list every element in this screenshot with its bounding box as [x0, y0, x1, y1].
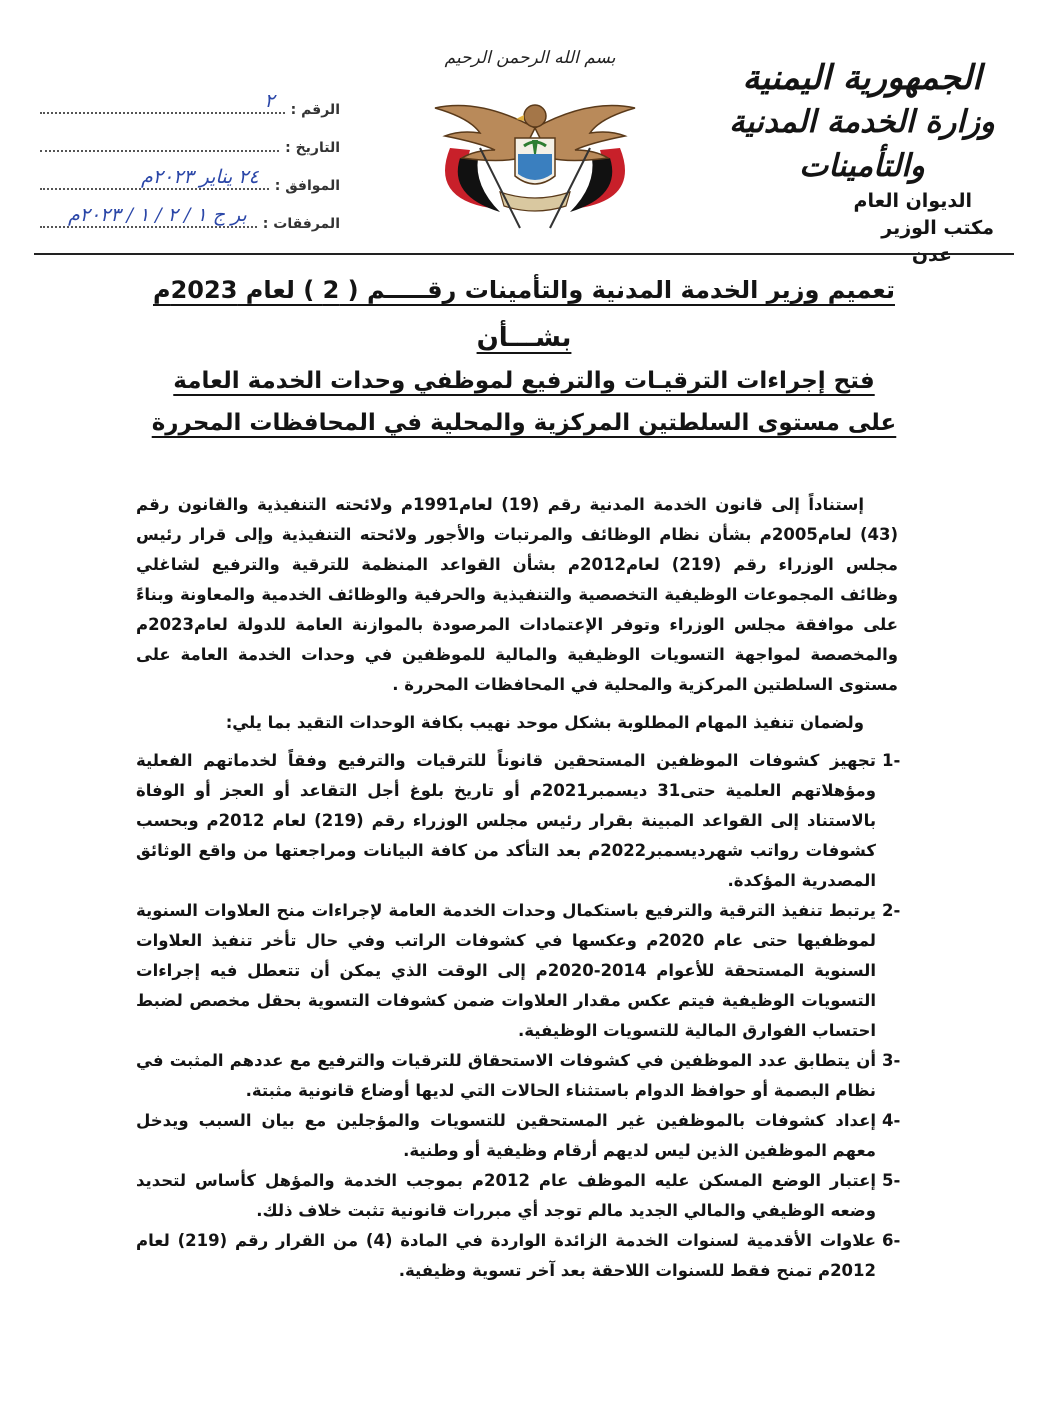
circular-body — [136, 490, 901, 1286]
list-item — [136, 1106, 901, 1166]
reference-number-row — [40, 80, 340, 118]
reference-number-field — [40, 88, 285, 114]
reference-attachments-row — [40, 194, 340, 232]
division-minister-office: مكتب الوزير — [881, 217, 994, 239]
instruction-list — [136, 746, 901, 1286]
list-item-text: إعتبار الوضع المسكن عليه الموظف عام 2012م بموجب الخدمة والمؤهل كأساس لتحديد وضعه الوظيفي والمالي الجديد مالم توجد أي مبررات قانونية تثبت خلاف ذلك. — [136, 1171, 877, 1220]
list-item-text: إعداد كشوفات بالموظفين غير المستحقين للتسويات والمؤجلين مع بيان السبب ويدخل معهم الموظفين الذين ليس لديهم أرقام وظيفية أو وطنية. — [136, 1111, 876, 1160]
list-item — [136, 1046, 901, 1106]
reference-number-label: الرقم : — [290, 102, 340, 118]
list-item-text: يرتبط تنفيذ الترقية والترفيع باستكمال وحدات الخدمة العامة لإجراءات منح العلاوات السنوية لموظفيها حتى عام 2020م وعكسها في كشوفات الراتب وفي حال تأخر تنفيذ العلاوات السنوية المستحقة للأعوام 2014-2020م إلى الوقت الذي يمكن أن تتعطل فيه إجراءات التسويات الوظيفية فيتم عكس مقدار العلاوات ضمن كشوفات التسوية بحقل مخصص لضبط احتساب الفوارق المالية للتسويات الوظيفية. — [136, 901, 876, 1040]
header-divider — [34, 253, 1014, 255]
reference-corresponding-row — [40, 156, 340, 194]
reference-corresponding-value: ٢٤ يناير ٢٠٢٣م — [141, 166, 259, 188]
division-general: الديوان العام — [853, 190, 972, 212]
list-item — [136, 1226, 901, 1286]
list-item-number: 3- — [882, 1051, 901, 1070]
list-item — [136, 896, 901, 1046]
list-item — [136, 746, 901, 896]
reference-number-value: ٢ — [264, 90, 275, 112]
list-item-number: 1- — [882, 751, 901, 770]
reference-date-label: التاريخ : — [285, 140, 340, 156]
yemen-eagle-emblem-icon — [420, 88, 650, 238]
list-item-number: 2- — [882, 901, 901, 920]
subject-line-2: على مستوى السلطتين المركزية والمحلية في المحافظات المحررة — [151, 410, 897, 436]
intro-paragraph: إستناداً إلى قانون الخدمة المدنية رقم (19) لعام1991م ولائحته التنفيذية والقانون رقم (43) لعام2005م بشأن نظام الوظائف والمرتبات والأجور ولائحته التنفيذية وإلى قرار رئيس مجلس الوزراء رقم (219) لعام2012م بشأن القواعد المنظمة للترقية والترفيع لشاغلي وظائف المجموعات الوظيفية التخصصية والتنفيذية والحرفية والوظائف الخدمية والمعاونة وبناءً على موافقة مجلس الوزراء وتوفر الإعتمادات المرصودة بالموازنة العامة للدولة لعام2023م والمخصصة لمواجهة التسويات الوظيفية والمالية للموظفين في وحدات الخدمة العامة على مستوى السلطتين المركزية والمحلية في المحافظات المحررة . — [136, 495, 899, 694]
reference-fields — [40, 80, 340, 232]
ministry-header — [712, 56, 1012, 269]
country-name: الجمهورية اليمنية — [742, 58, 982, 98]
list-item-text: علاوات الأقدمية لسنوات الخدمة الزائدة الواردة في المادة (4) من القرار رقم (219) لعام 2012م تمنح فقط للسنوات اللاحقة بعد آخر تسوية وظيفية. — [136, 1231, 876, 1280]
reference-corresponding-label: الموافق : — [274, 178, 340, 194]
reference-date-row — [40, 118, 340, 156]
basmala: بسم الله الرحمن الرحيم — [444, 48, 616, 68]
list-item-number: 6- — [882, 1231, 901, 1250]
reference-attachments-value: بر ج ١ / ٢ / ١ / ٢٠٢٣م — [67, 204, 247, 226]
ministry-name: وزارة الخدمة المدنية والتأمينات — [729, 104, 995, 184]
reference-attachments-label: المرفقات : — [262, 216, 340, 232]
regarding-heading: بشـــأن — [476, 323, 572, 353]
list-item-text: تجهيز كشوفات الموظفين المستحقين قانوناً للترقيات والترفيع وفقاً لخدماتهم الفعلية ومؤهلاتهم العلمية حتى31 ديسمبر2021م أو تاريخ بلوغ أجل التقاعد أو العجز أو الوفاة بالاستناد إلى القواعد المبينة بقرار رئيس مجلس الوزراء رقم (219) لعام 2012م وبحسب كشوفات رواتب شهرديسمبر2022م بعد التأكد من كافة البيانات ومراجعتها من واقع الوثائق المصدرية المؤكدة. — [136, 751, 877, 890]
list-item-text: أن يتطابق عدد الموظفين في كشوفات الاستحقاق للترقيات والترفيع مع عددهم المثبت في نظام البصمة أو حوافظ الدوام باستثناء الحالات التي لديها أوضاع قانونية مثبتة. — [136, 1051, 876, 1100]
division-city: عدن — [911, 244, 952, 266]
subject-line-1: فتح إجراءات الترقيـات والترفيع لموظفي وحدات الخدمة العامة — [173, 368, 875, 394]
list-item — [136, 1166, 901, 1226]
reference-date-field — [40, 126, 279, 152]
reference-corresponding-field — [40, 164, 269, 190]
reference-attachments-field — [40, 202, 257, 228]
lead-sentence: ولضمان تنفيذ المهام المطلوبة بشكل موحد نهيب بكافة الوحدات التقيد بما يلي: — [225, 713, 864, 732]
circular-title: تعميم وزير الخدمة المدنية والتأمينات رقـــــم ( 2 ) لعام 2023م — [153, 276, 895, 304]
list-item-number: 4- — [882, 1111, 901, 1130]
title-block — [60, 270, 988, 444]
list-item-number: 5- — [882, 1171, 901, 1190]
